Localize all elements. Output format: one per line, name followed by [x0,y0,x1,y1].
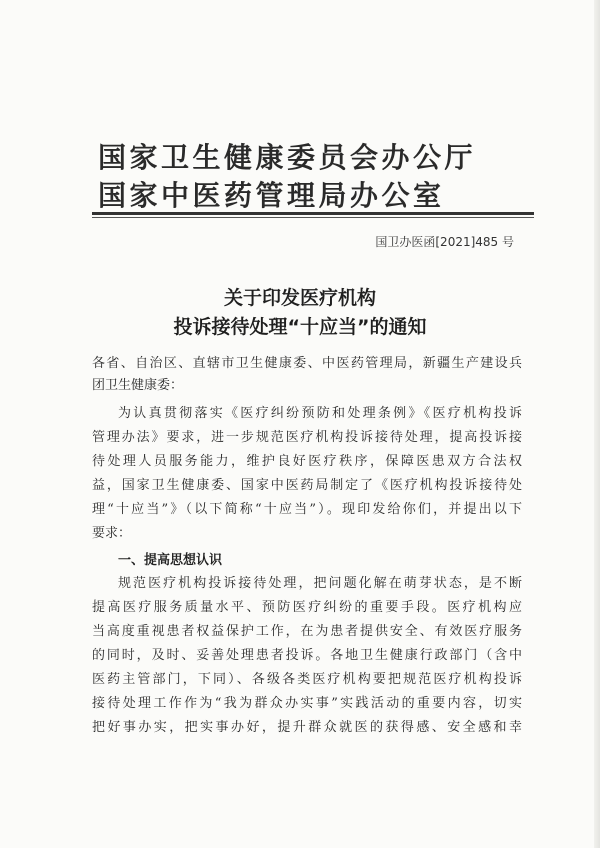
body-line: 的同时，及时、妥善处理患者投诉。各地卫生健康行政部门（含中 [92,648,522,663]
body-line: 医药主管部门，下同）、各级各类医疗机构要把规范医疗机构投诉 [92,672,522,687]
salutation-line: 各省、自治区、直辖市卫生健康委、中医药管理局，新疆生产建设兵 [92,356,522,371]
header-rule-thick [92,212,534,215]
intro-line: 理“十应当”》（以下简称“十应当”）。现印发给你们，并提出以下 [92,502,522,517]
body-line: 提高医疗服务质量水平、预防医疗纠纷的重要手段。医疗机构应 [92,600,522,615]
intro-line: 益，国家卫生健康委、国家中医药局制定了《医疗机构投诉接待处 [92,478,522,493]
body-line: 把好事办实，把实事办好，提升群众就医的获得感、安全感和幸 [92,720,522,735]
salutation-line: 团卫生健康委： [92,378,184,393]
intro-line: 管理办法》要求，进一步规范医疗机构投诉接待处理，提高投诉接 [92,430,522,445]
document-number: 国卫办医函[2021]485 号 [375,235,514,249]
body-line: 当高度重视患者权益保护工作，在为患者提供安全、有效医疗服务 [92,624,522,639]
header-rule-thin [92,217,534,218]
body-line: 规范医疗机构投诉接待处理，把问题化解在萌芽状态，是不断 [118,576,522,591]
intro-line: 为认真贯彻落实《医疗纠纷预防和处理条例》《医疗机构投诉 [118,406,522,421]
section-heading: 一、提高思想认识 [118,553,223,568]
issuer-line-1: 国家卫生健康委员会办公厅 [98,141,477,174]
issuer-line-2: 国家中医药管理局办公室 [98,179,445,212]
document-title-line-2: 投诉接待处理“十应当”的通知 [173,316,427,338]
intro-line: 待处理人员服务能力，维护良好医疗秩序，保障医患双方合法权 [92,454,522,469]
intro-line: 要求： [92,526,132,541]
page-edge-shadow [594,0,600,848]
document-title-line-1: 关于印发医疗机构 [223,287,376,309]
body-line: 接待处理工作作为“我为群众办实事”实践活动的重要内容，切实 [92,696,522,711]
